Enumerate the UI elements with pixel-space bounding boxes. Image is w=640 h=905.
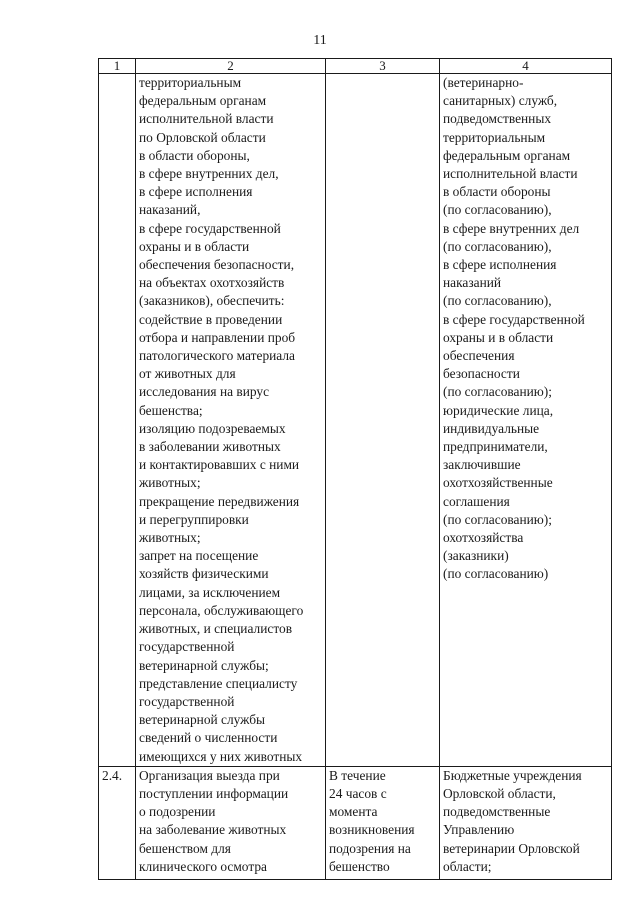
cell-text-line: представление специалисту	[139, 675, 298, 691]
cell-text-line: содействие в проведении	[139, 311, 283, 327]
header-cell: 2	[136, 59, 326, 74]
cell-text-line: лицами, за исключением	[139, 584, 281, 600]
cell-text-line: подведомственные	[443, 804, 551, 820]
cell-text-line: в заболевании животных	[139, 439, 281, 455]
cell-text-line: патологического материала	[139, 348, 295, 364]
cell-text-line: отбора и направлении проб	[139, 329, 296, 345]
cell-text-line: в сфере исполнения	[139, 184, 253, 200]
cell-text-line: персонала, обслуживающего	[139, 602, 304, 618]
cell-text-line: государственной	[139, 693, 235, 709]
cell-text-line: наказаний,	[139, 202, 201, 218]
cell-text-line: момента	[329, 804, 378, 820]
cell-text-line: по Орловской области	[139, 129, 266, 145]
cell-text-line: изоляцию подозреваемых	[139, 420, 286, 436]
cell-text-line: Управлению	[443, 822, 515, 838]
cell-text-line: исполнительной власти	[443, 166, 578, 182]
cell-text-line: наказаний	[443, 275, 502, 291]
row-number-cell	[99, 74, 136, 767]
cell-text-line: в сфере государственной	[443, 311, 585, 327]
cell-text-line: исследования на вирус	[139, 384, 270, 400]
cell-text-line: Организация выезда при	[139, 767, 280, 783]
cell-text-line: бешенство	[329, 858, 390, 874]
cell-text-line: о подозрении	[139, 804, 216, 820]
cell-text-line: Орловской области,	[443, 785, 556, 801]
cell-text-line: от животных для	[139, 366, 236, 382]
cell-text-line: в области обороны,	[139, 147, 250, 163]
cell-text-line: запрет на посещение	[139, 548, 259, 564]
cell-text-line: охотхозяйства	[443, 530, 524, 546]
cell-text-line: (по согласованию),	[443, 202, 552, 218]
cell-text-line: (по согласованию);	[443, 511, 552, 527]
measure-cell	[136, 74, 326, 767]
cell-text-line: В течение	[329, 767, 386, 783]
cell-text-line: животных, и специалистов	[139, 621, 293, 637]
cell-text-line: государственной	[139, 639, 235, 655]
cell-text-line: и контактировавших с ними	[139, 457, 300, 473]
cell-text-line: хозяйств физическими	[139, 566, 269, 582]
responsible-cell	[440, 74, 612, 767]
cell-text-line: 24 часов с	[329, 785, 387, 801]
cell-text-line: федеральным органам	[139, 93, 267, 109]
cell-text-line: предприниматели,	[443, 439, 548, 455]
cell-text-line: безопасности	[443, 366, 520, 382]
cell-text-line: индивидуальные	[443, 420, 540, 436]
page-number: 11	[313, 33, 327, 48]
cell-text-line: заключившие	[443, 457, 521, 473]
cell-text-line: (заказников), обеспечить:	[139, 293, 285, 309]
responsible-cell	[440, 766, 612, 879]
cell-text-line: возникновения	[329, 822, 415, 838]
cell-text-line: юридические лица,	[443, 402, 554, 418]
measures-table	[98, 58, 612, 880]
cell-text-line: федеральным органам	[443, 147, 571, 163]
deadline-cell	[326, 74, 440, 767]
measure-cell	[136, 766, 326, 879]
cell-text-line: бешенством для	[139, 840, 231, 856]
cell-text-line: бешенства;	[139, 402, 203, 418]
cell-text-line: на заболевание животных	[139, 822, 287, 838]
header-cell: 1	[99, 59, 136, 74]
cell-text-line: (по согласованию),	[443, 238, 552, 254]
cell-text-line: животных;	[139, 475, 201, 491]
cell-text-line: Бюджетные учреждения	[443, 767, 582, 783]
cell-text-line: (ветеринарно-	[443, 75, 524, 90]
table-row	[99, 766, 612, 879]
deadline-cell	[326, 766, 440, 879]
cell-text-line: санитарных) служб,	[443, 93, 558, 109]
cell-text-line: на объектах охотхозяйств	[139, 275, 285, 291]
cell-text-line: (по согласованию);	[443, 384, 552, 400]
cell-text-line: прекращение передвижения	[139, 493, 300, 509]
cell-text-line: охраны и в области	[139, 238, 250, 254]
cell-text-line: поступлении информации	[139, 785, 289, 801]
cell-text-line: соглашения	[443, 493, 510, 509]
cell-text-line: (заказники)	[443, 548, 509, 564]
cell-text-line: животных;	[139, 530, 201, 546]
cell-text-line: исполнительной власти	[139, 111, 274, 127]
cell-text-line: ветеринарии Орловской	[443, 840, 580, 856]
cell-text-line: (по согласованию)	[443, 566, 549, 582]
cell-text-line: в сфере государственной	[139, 220, 281, 236]
cell-text-line: обеспечения безопасности,	[139, 257, 295, 273]
cell-text-line: охотхозяйственные	[443, 475, 553, 491]
cell-text-line: сведений о численности	[139, 730, 278, 746]
cell-text-line: подозрения на	[329, 840, 411, 856]
table-row	[99, 74, 612, 767]
cell-text-line: территориальным	[139, 75, 242, 90]
header-cell: 4	[440, 59, 612, 74]
cell-text-line: ветеринарной службы	[139, 712, 266, 728]
cell-text-line: (по согласованию),	[443, 293, 552, 309]
cell-text-line: территориальным	[443, 129, 546, 145]
cell-text-line: подведомственных	[443, 111, 552, 127]
table-header-row	[99, 59, 612, 74]
cell-text-line: в области обороны	[443, 184, 551, 200]
cell-text-line: в сфере внутренних дел,	[139, 166, 279, 182]
cell-text-line: в сфере внутренних дел	[443, 220, 580, 236]
cell-text-line: охраны и в области	[443, 329, 554, 345]
row-number-cell: 2.4.	[99, 766, 136, 879]
cell-text-line: области;	[443, 858, 492, 874]
cell-text-line: имеющихся у них животных	[139, 748, 303, 764]
cell-text-line: в сфере исполнения	[443, 257, 557, 273]
header-cell: 3	[326, 59, 440, 74]
cell-text-line: клинического осмотра	[139, 858, 267, 874]
cell-text-line: и перегруппировки	[139, 511, 249, 527]
cell-text-line: ветеринарной службы;	[139, 657, 269, 673]
cell-text-line: обеспечения	[443, 348, 515, 364]
